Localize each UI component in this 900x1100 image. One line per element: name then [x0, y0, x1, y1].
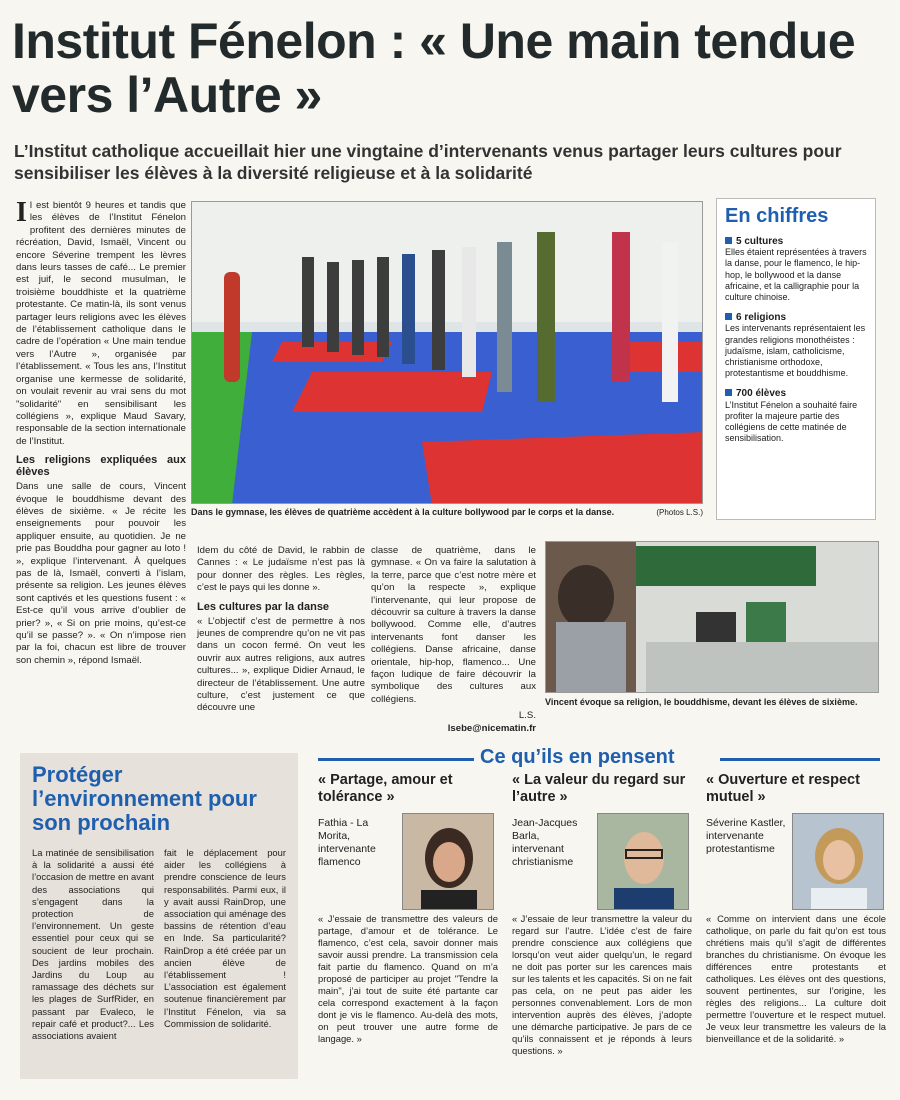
- stat-number: 700 élèves: [725, 388, 867, 399]
- classroom-image: [546, 542, 879, 693]
- environment-col-1: La matinée de sensibilisation à la solidarité a aussi été l’occasion de mettre en avant des associations qui s’engagent dans la protection de l’environnement. Un geste essentiel pour ceux qui se soucient de leur prochain. Des jardins mobiles des Jardins du Loup au ramassage des déchets sur les plages de SurfRider, en passant par Evaleco, le repair café et product?... Les associations avaient: [32, 847, 154, 1042]
- en-chiffres-box: [716, 198, 876, 520]
- stat-number: 6 religions: [725, 312, 867, 323]
- en-chiffres-title: En chiffres: [725, 205, 829, 227]
- opinion-quote: « Ouverture et respect mutuel »: [706, 772, 860, 805]
- caption-text: Dans le gymnase, les élèves de quatrième accèdent à la culture bollywood par le corps et la danse.: [191, 507, 615, 517]
- environment-box: [20, 753, 298, 1079]
- section-title-danse: Les cultures par la danse: [197, 600, 330, 613]
- stat-text: Elles étaient représentées à travers la danse, pour le flamenco, le hip-hop, le bollywood et la danse africaine, et la calligraphie pour la culture chinoise.: [725, 247, 867, 303]
- opinions-title: Ce qu’ils en pensent: [480, 746, 675, 768]
- portrait-photo: [792, 813, 884, 910]
- author-email: lsebe@nicematin.fr: [447, 722, 536, 734]
- section-rule-right: [720, 758, 880, 761]
- photo-classroom: [545, 541, 879, 693]
- section-text-religions: Dans une salle de cours, Vincent évoque le bouddhisme devant des élèves de sixième. « Je récite les enseignements pour pouvoir les appliquer ensuite, au quotidien. Je ne prie pas Bouddha pour gagner au loto ! », explique l’intervenant. À quelques pas de là, Ismaël, converti à l’islam, présente sa religion. Les jeunes élèves sont captivés et les questions fusent : « Est-ce qu’il vous arrive d’oublier de prier? », « Si on prie moins, qu’est-ce qu’il se passe? ». « On n’impose rien par la foi, chacun est libre de trouver son chemin », répond Ismaël.: [16, 481, 186, 666]
- col3-text: classe de quatrième, dans le gymnase. « On va faire la salutation à la terre, parce que c’est notre mère et qu’on la respecte », explique l’intervenante, qui leur propose de découvrir sa culture à travers la danse bollywood. Comme elle, d’autres intervenants font danser les collégiens. Danse africaine, danse orientale, hip-hop, flamenco... Une façon ludique de faire découvrir la symbolique des cultures aux collégiens.: [371, 545, 536, 705]
- dropcap: I: [16, 197, 27, 228]
- opinion-quote: « Partage, amour et tolérance »: [318, 772, 453, 805]
- portrait-photo: [402, 813, 494, 910]
- gym-dance-image: [192, 202, 703, 504]
- opinion-person: Jean-Jacques Barla, intervenant christianisme: [512, 817, 578, 868]
- stat-text: Les intervenants représentaient les grandes religions monothéistes : judaïsme, islam, catholicisme, christianisme orthodoxe, protestantisme et bouddhisme.: [725, 323, 866, 379]
- environment-col-2: fait le déplacement pour aider les collégiens à prendre conscience de leurs responsabilités. Parmi eux, il y avait aussi RainDrop, une association qui aménage des bassins de rétention d’eau en Inde. Sa particularité? RainDrop a été créée par un ancien élève de l’établissement ! L’association est également soutenue financièrement par l’Institut Fénelon, via sa Commission de solidarité.: [164, 847, 286, 1029]
- opinion-person: Fathia - La Morita, intervenante flamenco: [318, 817, 376, 868]
- article-column-3: [371, 545, 536, 735]
- col2-text: Idem du côté de David, le rabbin de Cannes : « Le judaïsme n’est pas là pour donner des règles. Les règles, c’est le pays qui les donne ».: [197, 545, 365, 594]
- portrait-photo: [597, 813, 689, 910]
- section-text-danse: « L’objectif c’est de permettre à nos jeunes de comprendre qu’on ne vit pas dans un cocon fermé. On veut les ouvrir aux autres religions, aux autres cultures... », explique Didier Arnaud, le directeur de l’établissement. Une autre culture, c’est justement ce que découvre une: [197, 615, 365, 714]
- stat-item: [725, 388, 867, 444]
- article-column-1: [16, 197, 186, 671]
- environment-title: Protéger l’environnement pour son prochain: [32, 762, 257, 835]
- opinion-quote: « La valeur du regard sur l’autre »: [512, 772, 686, 805]
- opinion-person: Séverine Kastler, intervenante protestantisme: [706, 817, 786, 855]
- photo-credit: (Photos L.S.): [656, 508, 703, 517]
- opinion-text: « J’essaie de transmettre des valeurs de partage, d’amour et de tolérance. Le flamenco, c’est cela, savoir donner mais savoir aussi prendre. La transmission cela fait partie du flamenco. Quand on m’a proposé de participer au projet "Tendre la main", j’ai tout de suite été partante car cela correspond exactement à la façon dont je vis le flamenco. Au-delà des mots, on peut trouver une autre forme de langage. »: [318, 913, 498, 1044]
- opinion-text: « Comme on intervient dans une école catholique, on parle du fait qu’on est tous chrétiens mais qu’il s’agit de différentes branches du christianisme. On évoque les différences entre protestants et catholiques. Les élèves ont des questions, souvent pertinentes, sur l’origine, les règles des religions... La culture doit permettre l’ouverture et le respect mutuel. Je veux leur transmettre les valeurs de la bienveillance et de la solidarité. »: [706, 913, 886, 1044]
- subheadline: L’Institut catholique accueillait hier une vingtaine d’intervenants venus partager leurs cultures pour sensibiliser les élèves à la diversité religieuse et à la solidarité: [14, 141, 842, 183]
- photo-gymnase-caption: [191, 507, 703, 518]
- stat-item: [725, 312, 867, 379]
- section-title-religions: Les religions expliquées aux élèves: [16, 454, 186, 479]
- opinion-text: « J’essaie de leur transmettre la valeur du regard sur l’autre. L’idée c’est de faire prendre conscience aux collégiens que lorsqu’on veut aider quelqu’un, le regard ne doit pas porter sur les carences mais sur les talents et les capacités. Si on ne fait pas cela, on ne peut pas aider les personnes convenablement. Lors de mon intervention auprès des élèves, j’adopte une démarche participative. Je pars de ce qu’ils connaissent et je réponds à leurs questions. »: [512, 913, 692, 1056]
- photo-gymnase: [191, 201, 703, 504]
- photo-classroom-caption: Vincent évoque sa religion, le bouddhisme, devant les élèves de sixième.: [545, 697, 858, 707]
- section-rule-left: [318, 758, 474, 761]
- stat-item: [725, 236, 867, 303]
- article-column-2: [197, 545, 365, 719]
- stat-number: 5 cultures: [725, 236, 867, 247]
- intro-text: l est bientôt 9 heures et tandis que les élèves de l’Institut Fénelon profitent des dernières minutes de récréation, David, Ismaël, Vincent ou encore Séverine trempent les lèvres dans leurs tasses de café... Le premier est juif, le second musulman, le troisième bouddhiste et la quatrième protestante. Ce matin-là, ils sont venus partager leurs religions avec les élèves de l’établissement catholique dans le cadre de l’opération « Une main tendue vers l’Autre », organisée par l’établissement. « Tous les ans, l’Institut organise une kermesse de solidarité, on voulait revenir au vrai sens du mot "solidarité" en sensibilisant les collégiens », explique Maud Savary, responsable de la section internationale de l’Institut.: [16, 200, 186, 447]
- headline: Institut Fénelon : « Une main tendue vers l’Autre »: [12, 13, 856, 123]
- stat-text: L’Institut Fénelon a souhaité faire profiter la majeure partie des collégiens de cette matinée de sensibilisation.: [725, 399, 858, 444]
- signature: L.S.: [518, 710, 536, 722]
